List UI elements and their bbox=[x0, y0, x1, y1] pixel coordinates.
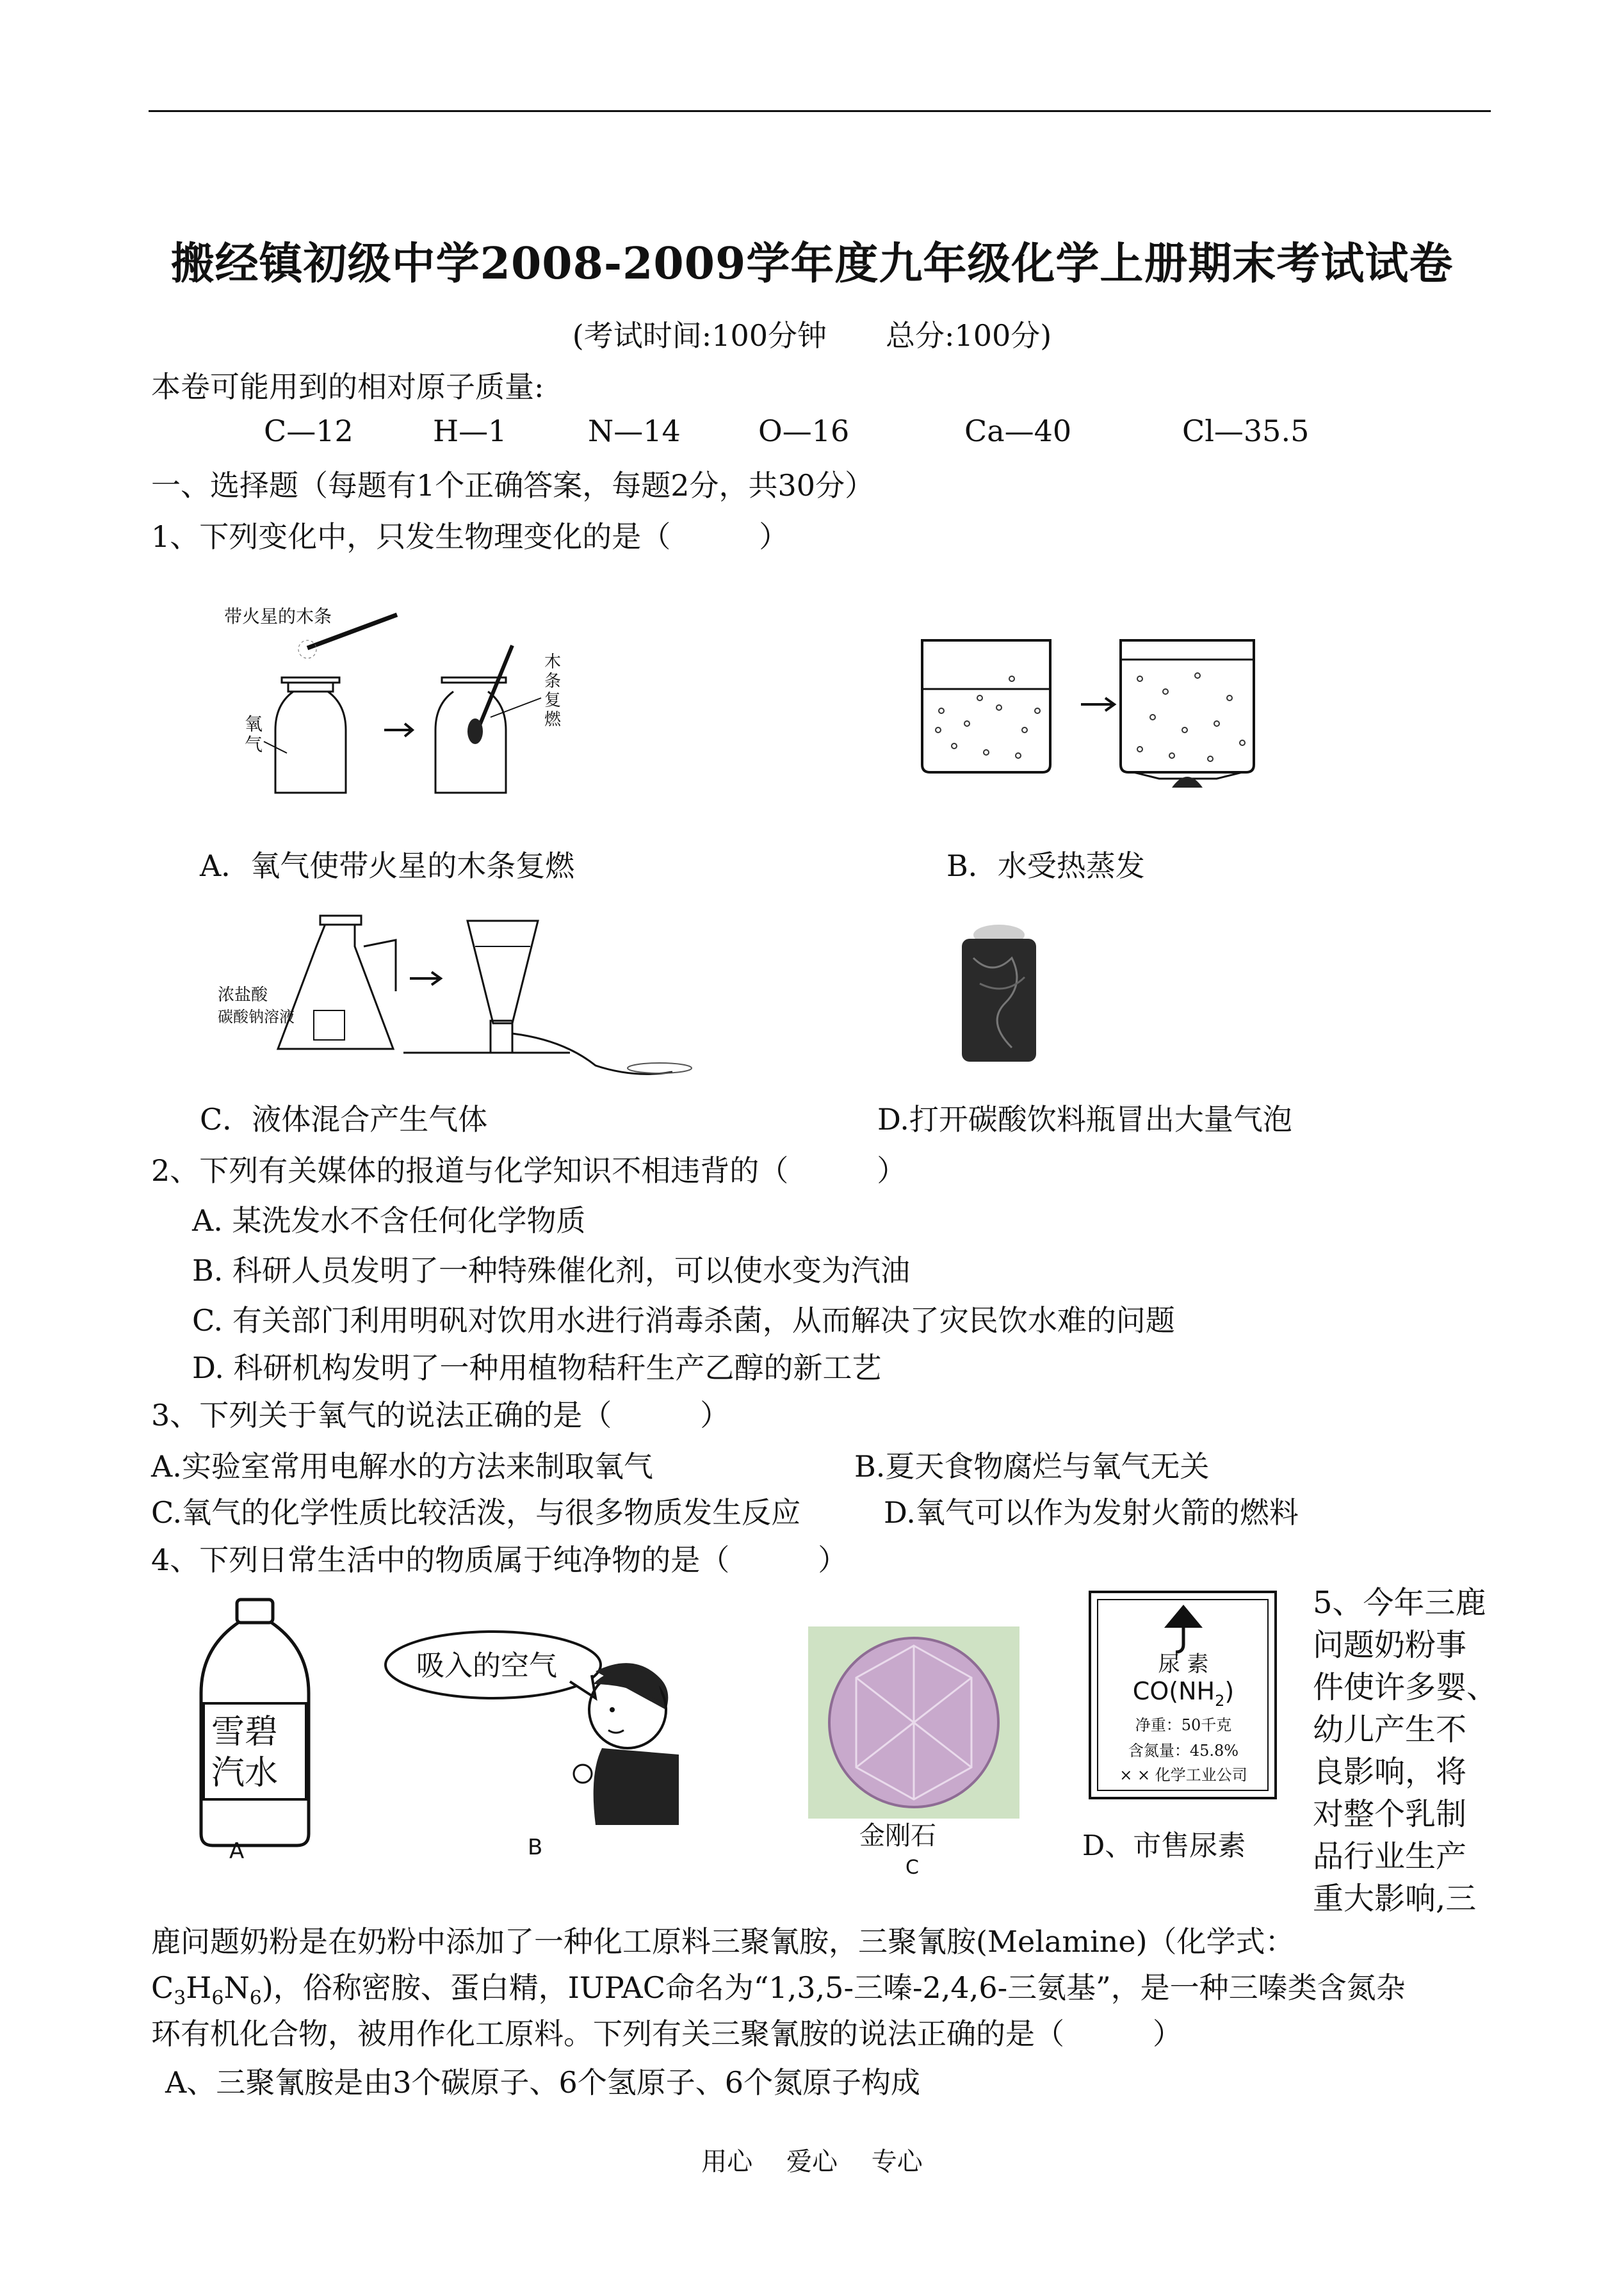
relight-label-2: 条 bbox=[544, 672, 562, 691]
q3-stem: 3、下列关于氧气的说法正确的是（ ） bbox=[151, 1398, 730, 1432]
q5-side-line: 件使许多婴、 bbox=[1313, 1669, 1498, 1705]
q4-figure-a bbox=[192, 1594, 320, 1863]
q1-figure-c bbox=[211, 908, 724, 1075]
q4-label-d: D、市售尿素 bbox=[1082, 1829, 1246, 1862]
q1-figure-d bbox=[954, 920, 1082, 1073]
diamond-text: 金刚石 bbox=[859, 1821, 936, 1851]
urea-company: × × 化学工业公司 bbox=[1119, 1766, 1247, 1784]
atomic-mass-c: C—12 bbox=[264, 414, 353, 448]
q3-option-a: A.实验室常用电解水的方法来制取氧气 bbox=[151, 1449, 653, 1484]
splint-label: 带火星的木条 bbox=[224, 606, 332, 627]
page-footer: 用心 爱心 专心 bbox=[701, 2147, 923, 2177]
q4-label-c: C bbox=[905, 1856, 919, 1879]
q5-side-line: 问题奶粉事 bbox=[1313, 1627, 1467, 1663]
urea-name: 尿 素 bbox=[1158, 1651, 1209, 1677]
q5-line-1: 鹿问题奶粉是在奶粉中添加了一种化工原料三聚氰胺，三聚氰胺(Melamine)（化学式： bbox=[151, 1924, 1295, 1959]
header-rule bbox=[149, 110, 1491, 112]
bubble-text: 吸入的空气 bbox=[416, 1650, 557, 1682]
atomic-mass-h: H—1 bbox=[433, 414, 507, 448]
atomic-mass-n: N—14 bbox=[588, 414, 681, 448]
atomic-mass-cl: Cl—35.5 bbox=[1182, 414, 1310, 448]
q1-figure-a bbox=[211, 596, 634, 807]
q3-option-b: B.夏天食物腐烂与氧气无关 bbox=[854, 1449, 1210, 1484]
bottle-text-2: 汽水 bbox=[211, 1754, 279, 1792]
atomic-mass-intro: 本卷可能用到的相对原子质量: bbox=[151, 369, 544, 404]
q2-stem: 2、下列有关媒体的报道与化学知识不相违背的（ ） bbox=[151, 1153, 907, 1188]
relight-label-3: 复 bbox=[544, 691, 562, 710]
q2-option-d: D. 科研机构发明了一种用植物秸秆生产乙醇的新工艺 bbox=[192, 1350, 882, 1385]
q2-option-b: B. 科研人员发明了一种特殊催化剂，可以使水变为汽油 bbox=[192, 1253, 911, 1288]
q2-option-c: C. 有关部门利用明矾对饮用水进行消毒杀菌，从而解决了灾民饮水难的问题 bbox=[192, 1303, 1175, 1338]
q1-option-a: A．氧气使带火星的木条复燃 bbox=[200, 848, 575, 883]
q4-figure-b bbox=[384, 1620, 679, 1863]
q5-side-line: 良影响，将 bbox=[1313, 1754, 1467, 1790]
q5-side-text bbox=[1313, 1582, 1518, 1920]
q1-option-c: C．液体混合产生气体 bbox=[200, 1102, 488, 1137]
urea-formula: $CO(NH_2)$ bbox=[1132, 1677, 1235, 1710]
urea-nitrogen-content: 含氮量：45.8% bbox=[1128, 1742, 1239, 1760]
acid-label: 浓盐酸 bbox=[218, 985, 268, 1005]
q5-side-line: 幼儿产生不 bbox=[1313, 1712, 1467, 1748]
q4-label-b: B bbox=[528, 1835, 543, 1860]
q1-figure-b bbox=[909, 634, 1268, 800]
q4-figure-d bbox=[1087, 1589, 1279, 1801]
oxygen-label-2: 气 bbox=[245, 734, 263, 755]
relight-label-1: 木 bbox=[544, 653, 562, 672]
q4-label-a: A bbox=[229, 1838, 245, 1864]
q4-stem: 4、下列日常生活中的物质属于纯净物的是（ ） bbox=[151, 1543, 848, 1577]
solution-label: 碳酸钠溶液 bbox=[218, 1008, 295, 1026]
q5-side-line: 5、今年三鹿 bbox=[1313, 1585, 1486, 1621]
page-title: 搬经镇初级中学2008-2009学年度九年级化学上册期末考试试卷 bbox=[170, 238, 1454, 289]
q5-side-line: 品行业生产 bbox=[1313, 1838, 1467, 1874]
q5-line-3: 环有机化合物，被用作化工原料。下列有关三聚氰胺的说法正确的是（ ） bbox=[151, 2016, 1182, 2051]
oxygen-label-1: 氧 bbox=[245, 713, 263, 734]
q5-side-line: 重大影响,三 bbox=[1313, 1881, 1477, 1917]
urea-net-weight: 净重：50千克 bbox=[1135, 1716, 1232, 1734]
q2-option-a: A. 某洗发水不含任何化学物质 bbox=[192, 1203, 586, 1238]
q5-option-a: A、三聚氰胺是由3个碳原子、6个氢原子、6个氮原子构成 bbox=[165, 2065, 921, 2100]
q3-option-c: C.氧气的化学性质比较活泼，与很多物质发生反应 bbox=[151, 1495, 801, 1530]
atomic-mass-o: O—16 bbox=[758, 414, 850, 448]
q1-option-d: D.打开碳酸饮料瓶冒出大量气泡 bbox=[877, 1102, 1292, 1137]
exam-info: (考试时间:100分钟 总分:100分) bbox=[572, 318, 1052, 353]
q1-stem: 1、下列变化中，只发生物理变化的是（ ） bbox=[151, 519, 789, 554]
q1-option-b: B．水受热蒸发 bbox=[946, 848, 1145, 883]
relight-label-4: 燃 bbox=[544, 710, 562, 729]
atomic-mass-ca: Ca—40 bbox=[964, 414, 1072, 448]
q5-side-line: 对整个乳制 bbox=[1313, 1796, 1467, 1832]
bottle-text-1: 雪碧 bbox=[211, 1713, 279, 1751]
section-heading: 一、选择题（每题有1个正确答案，每题2分，共30分） bbox=[151, 468, 875, 503]
q3-option-d: D.氧气可以作为发射火箭的燃料 bbox=[884, 1495, 1299, 1530]
q5-line-2: $C_3H_6N_6$)，俗称密胺、蛋白精，IUPAC命名为“1,3,5-三嗪-2,4,6-三氨基”，是一种三嗪类含氮杂 bbox=[151, 1970, 1406, 2010]
q4-figure-c bbox=[808, 1626, 1026, 1879]
